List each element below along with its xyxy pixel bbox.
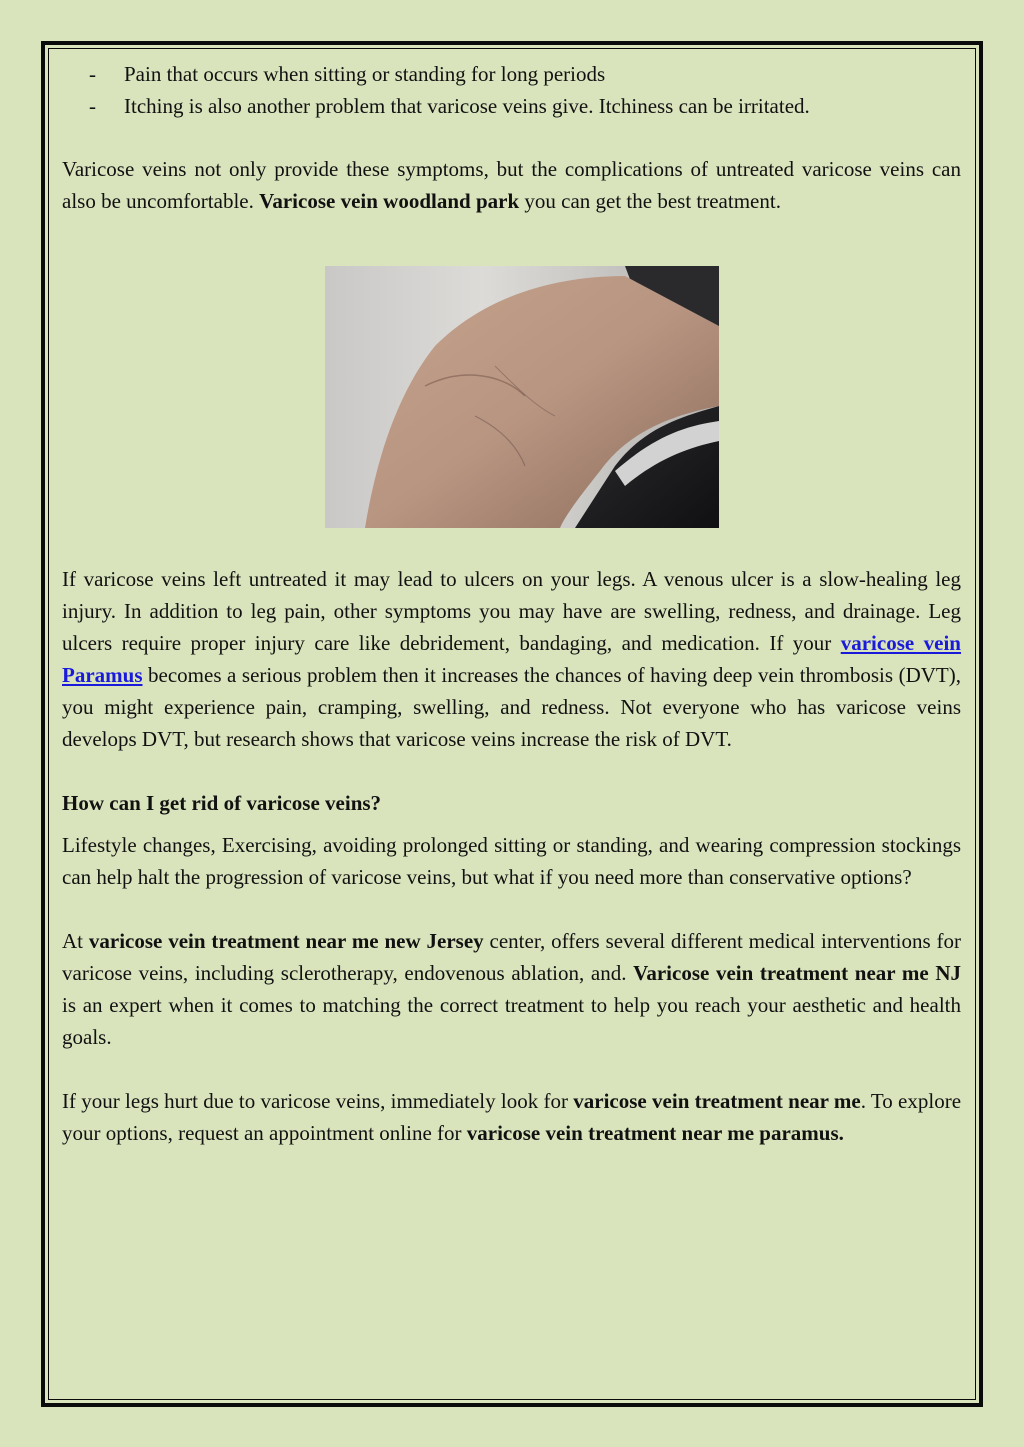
paragraph-interventions: At varicose vein treatment near me new Jersey center, offers several different medical interventions for varicose veins, including sclerotherapy, endovenous ablation, and. Varicose vein treatment near me NJ is an expert when it comes to matching the correct treatment to help you reach your aesthetic and health goals. [62,929,961,1049]
paragraph-lifestyle: Lifestyle changes, Exercising, avoiding prolonged sitting or standing, and wearing compression stockings can help halt the progression of varicose veins, but what if you need more than conservative options? [62,833,961,889]
list-item [62,90,961,122]
paragraph-ulcers: If varicose veins left untreated it may lead to ulcers on your legs. A venous ulcer is a slow-healing leg injury. In addition to leg pain, other symptoms you may have are swelling, redness, and drainage. Leg ulcers require proper injury care like debridement, bandaging, and medication. If your varicose vein Paramus becomes a serious problem then it increases the chances of having deep vein thrombosis (DVT), you might experience pain, cramping, swelling, and redness. Not everyone who has varicose veins develops DVT, but research shows that varicose veins increase the risk of DVT. [62,567,961,751]
bullet-dash: - [89,62,96,86]
varicose-vein-paramus-link[interactable]: varicose vein Paramus [62,631,961,687]
paragraph-appointment: If your legs hurt due to varicose veins, immediately look for varicose vein treatment near me. To explore your options, request an appointment online for varicose vein treatment near me paramus. [62,1089,962,1145]
paragraph-complications: Varicose veins not only provide these symptoms, but the complications of untreated varicose veins can also be uncomfortable. Varicose vein woodland park you can get the best treatment. [62,157,961,213]
keyword-new-jersey: varicose vein treatment near me new Jersey [88,929,484,953]
list-item-text: Itching is also another problem that varicose veins give. Itchiness can be irritated. [124,94,810,118]
keyword-paramus: varicose vein treatment near me paramus. [466,1121,844,1145]
leg-varicose-veins-photo [325,266,719,528]
keyword-near-me: varicose vein treatment near me [573,1089,861,1113]
keyword-nj: Varicose vein treatment near me NJ [633,961,961,985]
list-item [62,58,961,90]
document-body [62,58,961,1149]
bullet-dash: - [89,94,96,118]
section-heading: How can I get rid of varicose veins? [62,791,382,815]
keyword-woodland-park: Varicose vein woodland park [259,189,520,213]
symptom-list [62,58,961,122]
list-item-text: Pain that occurs when sitting or standing for long periods [124,62,606,86]
